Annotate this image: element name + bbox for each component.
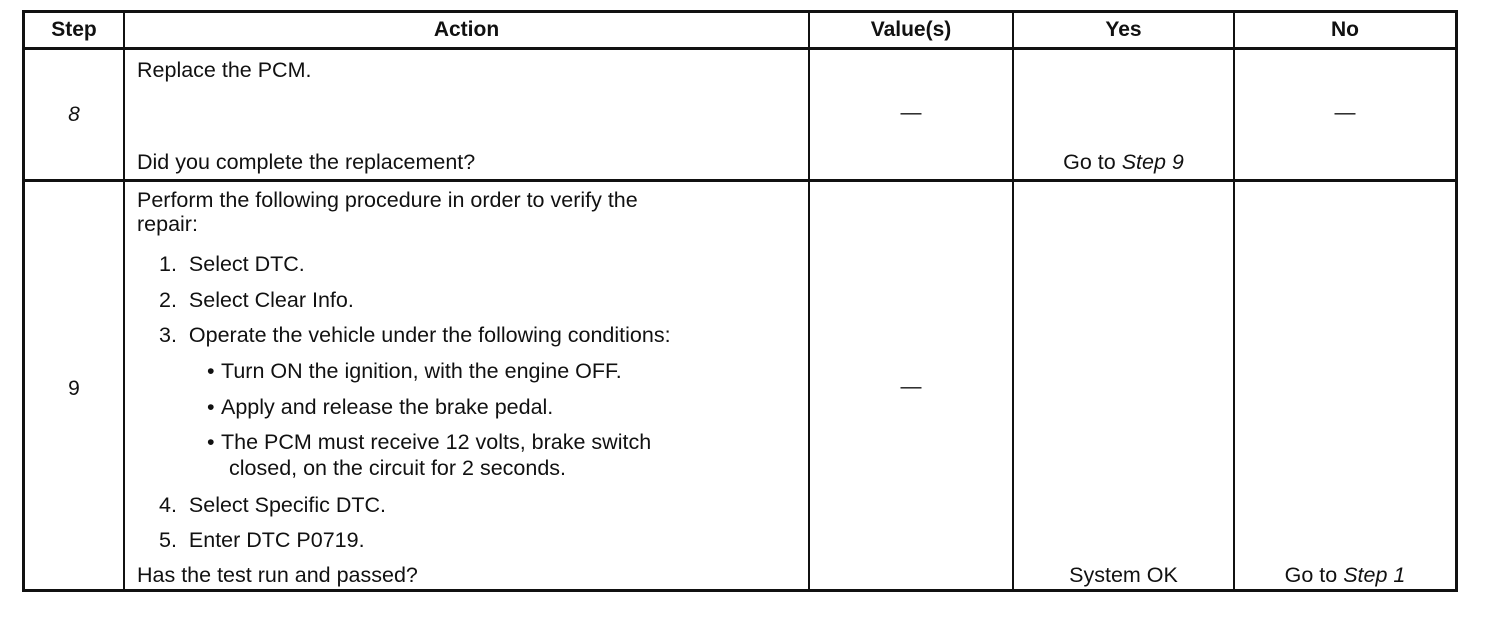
list-item [159,492,386,519]
yes-cell: System OK [1069,563,1178,587]
column-divider [123,13,125,589]
list-number: 3. [159,323,177,347]
no-prefix: Go to [1284,563,1344,587]
row-divider [25,179,1455,182]
action-intro [137,188,638,236]
action-question: Has the test run and passed? [137,563,418,587]
yes-cell [1014,149,1233,176]
list-number: 2. [159,288,177,312]
header-values: Value(s) [870,18,952,41]
bullet-text: Turn ON the ignition, with the engine OFF. [221,359,622,383]
bullet-text: Apply and release the brake pedal. [221,395,554,419]
action-text: Replace the PCM. [137,58,312,82]
step-number: 8 [68,103,80,126]
step-number: 9 [68,377,80,400]
action-question: Did you complete the replacement? [137,150,476,174]
list-text: Select DTC. [188,252,305,276]
list-item [159,527,365,554]
value-cell: — [900,375,922,398]
no-cell [1235,562,1455,589]
diagnostic-table [22,10,1458,592]
bullet-item [207,358,622,385]
bullet-text: closed, on the circuit for 2 seconds. [229,456,567,480]
list-text: Select Clear Info. [188,288,354,312]
bullet-icon: • [207,395,215,419]
list-number: 5. [159,528,177,552]
action-intro-line: repair: [137,212,198,236]
header-step: Step [51,18,97,41]
header-no: No [1331,18,1359,41]
list-number: 4. [159,493,177,517]
bullet-text: The PCM must receive 12 volts, brake switch [221,430,652,454]
value-cell: — [900,101,922,124]
column-divider [1012,13,1014,589]
bullet-item [207,394,553,421]
yes-prefix: Go to [1063,150,1122,174]
column-divider [808,13,810,589]
list-number: 1. [159,252,177,276]
list-item [159,251,305,278]
list-text: Select Specific DTC. [188,493,387,517]
bullet-icon: • [207,359,215,383]
column-divider [1233,13,1235,589]
bullet-item [207,429,651,481]
step-reference: Step 9 [1121,150,1184,174]
header-action: Action [433,18,500,41]
list-item [159,322,671,349]
step-reference: Step 1 [1343,563,1406,587]
row-divider [25,47,1455,50]
no-cell: — [1334,101,1356,124]
header-yes: Yes [1105,18,1142,41]
list-text: Enter DTC P0719. [188,528,365,552]
bullet-icon: • [207,430,215,454]
list-item [159,287,354,314]
list-text: Operate the vehicle under the following conditions: [188,323,671,347]
action-intro-line: Perform the following procedure in order to verify the [137,188,638,212]
